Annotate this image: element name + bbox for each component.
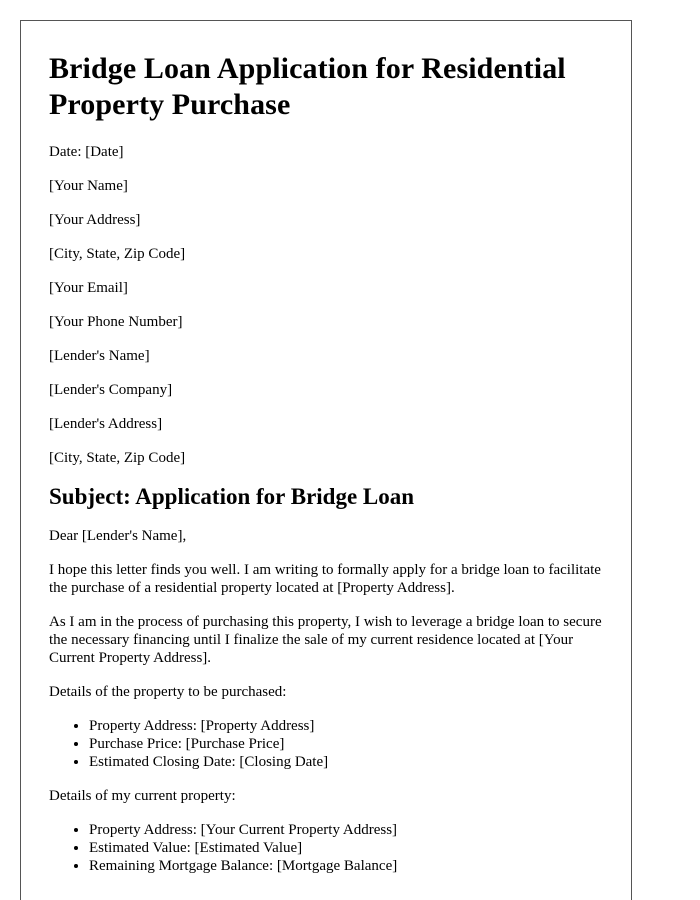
- purchase-details-list: [49, 717, 603, 771]
- list-item: • Property Address: [Property Address]: [89, 717, 603, 735]
- list-item: • Property Address: [Your Current Property Address]: [89, 821, 603, 839]
- sender-city: [City, State, Zip Code]: [49, 246, 186, 262]
- list-item: • Purchase Price: [Purchase Price]: [89, 735, 603, 753]
- letter-page: [20, 20, 632, 900]
- sender-name: [Your Name]: [49, 178, 128, 194]
- salutation: Dear [Lender's Name],: [49, 528, 187, 544]
- list-item: • Estimated Closing Date: [Closing Date]: [89, 753, 603, 771]
- body-paragraph: I hope this letter finds you well. I am writing to formally apply for a bridge loan to facilitate the purchase of a residential property located at [Property Address].: [49, 562, 601, 596]
- date-line: Date: [Date]: [49, 144, 124, 160]
- list-item: • Estimated Value: [Estimated Value]: [89, 839, 603, 857]
- subject-heading: Subject: Application for Bridge Loan: [49, 484, 415, 509]
- sender-phone: [Your Phone Number]: [49, 314, 183, 330]
- recipient-company: [Lender's Company]: [49, 382, 173, 398]
- recipient-address: [Lender's Address]: [49, 416, 163, 432]
- sender-email: [Your Email]: [49, 280, 128, 296]
- recipient-name: [Lender's Name]: [49, 348, 150, 364]
- list-item: • Remaining Mortgage Balance: [Mortgage Balance]: [89, 857, 603, 875]
- current-details-list: [49, 821, 603, 875]
- recipient-city: [City, State, Zip Code]: [49, 450, 186, 466]
- letter-title: Bridge Loan Application for Residential Property Purchase: [49, 52, 566, 121]
- sender-address: [Your Address]: [49, 212, 141, 228]
- body-paragraph: As I am in the process of purchasing this property, I wish to leverage a bridge loan to secure the necessary financing until I finalize the sale of my current residence located at [Your Current Property Address].: [49, 614, 602, 666]
- purchase-details-heading: Details of the property to be purchased:: [49, 684, 287, 700]
- current-details-heading: Details of my current property:: [49, 788, 236, 804]
